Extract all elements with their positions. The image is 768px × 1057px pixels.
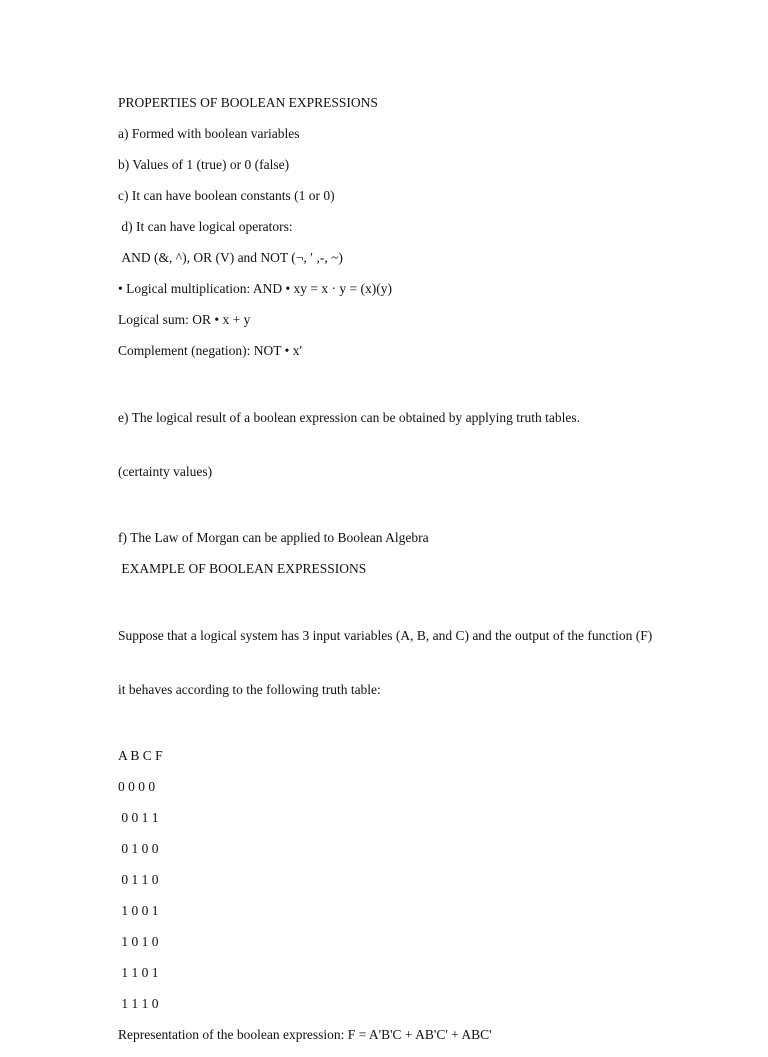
truth-table-row: 0 0 1 1 [118,810,159,825]
boolean-expression-representation: Representation of the boolean expression: F = A'B'C + AB'C' + ABC' [118,1027,492,1042]
logical-sum: Logical sum: OR • x + y [118,312,251,327]
truth-table-row: 0 1 1 0 [118,872,159,887]
example-paragraph [118,591,688,735]
property-e [118,373,688,517]
truth-table-row: 0 1 0 0 [118,841,159,856]
truth-table-row: 1 1 0 1 [118,965,159,980]
truth-table-row: 1 0 1 0 [118,934,159,949]
truth-table-row: 0 0 0 0 [118,779,156,794]
section-title-properties: PROPERTIES OF BOOLEAN EXPRESSIONS [118,95,378,110]
property-c: c) It can have boolean constants (1 or 0) [118,188,335,203]
truth-table-row: 1 1 1 0 [118,996,159,1011]
property-b: b) Values of 1 (true) or 0 (false) [118,157,290,172]
section-title-example: EXAMPLE OF BOOLEAN EXPRESSIONS [118,561,367,576]
truth-table-row: 1 0 0 1 [118,903,159,918]
document-page [118,94,688,1057]
property-a: a) Formed with boolean variables [118,126,300,141]
truth-table-header: A B C F [118,748,163,763]
operators-line: AND (&, ^), OR (V) and NOT (¬, ′ ,-, ~) [118,250,343,265]
property-e-line-1: e) The logical result of a boolean expression can be obtained by applying truth tables. [118,410,580,425]
property-d: d) It can have logical operators: [118,219,293,234]
property-e-line-2: (certainty values) [118,464,213,479]
logical-multiplication: • Logical multiplication: AND • xy = x · y = (x)(y) [118,281,393,296]
complement-negation: Complement (negation): NOT • x' [118,343,302,358]
property-f: f) The Law of Morgan can be applied to Boolean Algebra [118,530,429,545]
example-paragraph-line-2: it behaves according to the following truth table: [118,682,381,697]
example-paragraph-line-1: Suppose that a logical system has 3 input variables (A, B, and C) and the output of the function (F) [118,628,653,643]
